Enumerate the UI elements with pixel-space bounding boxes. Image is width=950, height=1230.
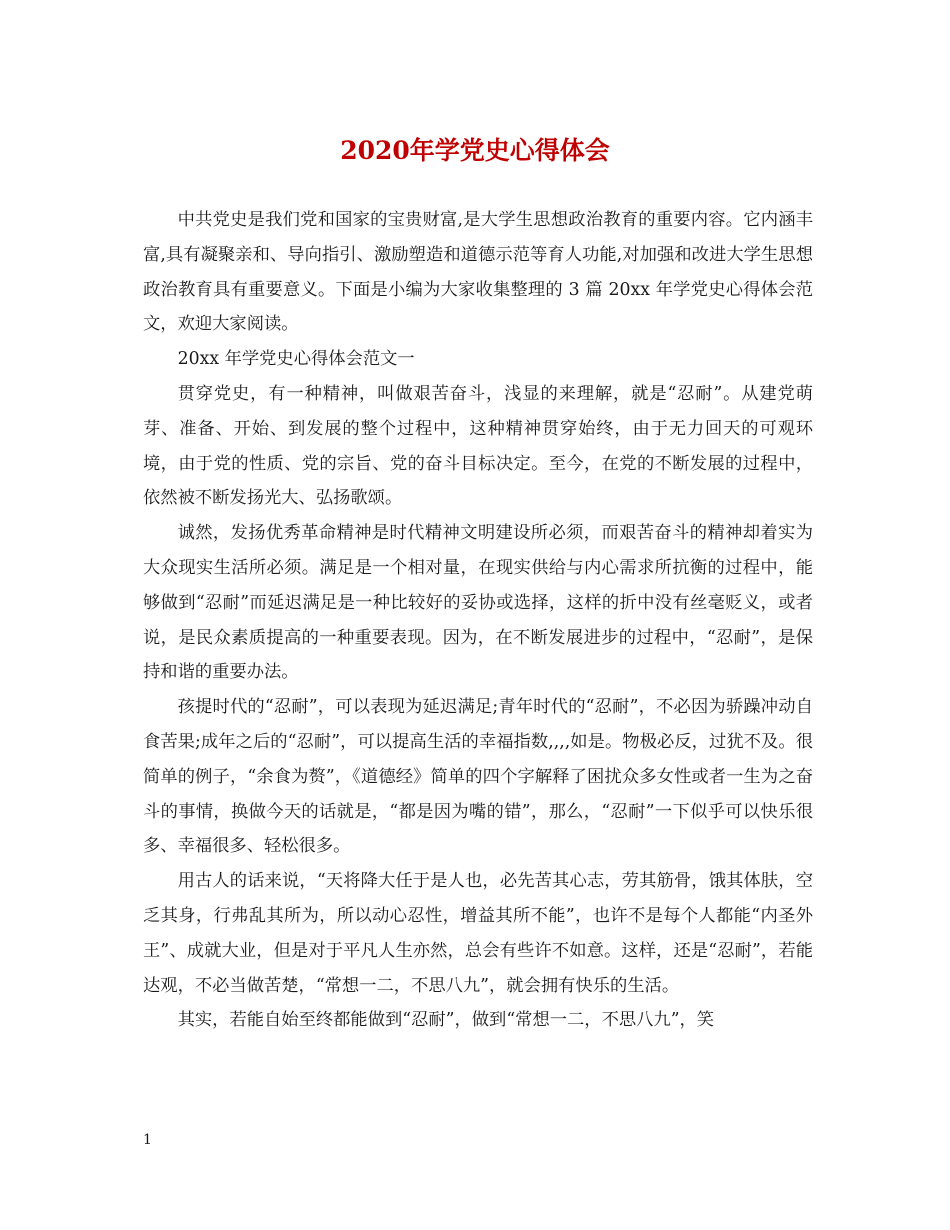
body-paragraph: 诚然，发扬优秀革命精神是时代精神文明建设所必须，而艰苦奋斗的精神却着实为大众现实生活所必须。满足是一个相对量，在现实供给与内心需求所抗衡的过程中，能够做到“忍耐”而延迟满足是一种比较好的妥协或选择，这样的折中没有丝毫贬义，或者说，是民众素质提高的一种重要表现。因为，在不断发展进步的过程中，“忍耐”，是保持和谐的重要办法。 bbox=[143, 523, 813, 683]
document-body bbox=[143, 203, 813, 1038]
page-number: 1 bbox=[143, 1132, 152, 1148]
intro-paragraph: 中共党史是我们党和国家的宝贵财富,是大学生思想政治教育的重要内容。它内涵丰富,具有凝聚亲和、导向指引、激励塑造和道德示范等育人功能,对加强和改进大学生思想政治教育具有重要意义。下面是小编为大家收集整理的 3 篇 20xx 年学党史心得体会范文，欢迎大家阅读。 bbox=[143, 210, 813, 335]
section-heading: 20xx 年学党史心得体会范文一 bbox=[177, 349, 415, 370]
document-title: 2020年学党史心得体会 bbox=[340, 136, 610, 165]
body-paragraph: 其实，若能自始至终都能做到“忍耐”，做到“常想一二，不思八九”，笑 bbox=[177, 1010, 715, 1031]
body-paragraph: 贯穿党史，有一种精神，叫做艰苦奋斗，浅显的来理解，就是“忍耐”。从建党萌芽、准备、开始、到发展的整个过程中，这种精神贯穿始终，由于无力回天的可观环境，由于党的性质、党的宗旨、党的奋斗目标决定。至今，在党的不断发展的过程中，依然被不断发扬光大、弘扬歌颂。 bbox=[143, 383, 813, 509]
body-paragraph: 用古人的话来说，“天将降大任于是人也，必先苦其心志，劳其筋骨，饿其体肤，空乏其身，行弗乱其所为，所以动心忍性，增益其所不能”，也许不是每个人都能“内圣外王”、成就大业，但是对于平凡人生亦然，总会有些许不如意。这样，还是“忍耐”，若能达观，不必当做苦楚，“常想一二，不思八九”，就会拥有快乐的生活。 bbox=[143, 871, 813, 996]
body-paragraph: 孩提时代的“忍耐”，可以表现为延迟满足;青年时代的“忍耐”，不必因为骄躁冲动自食苦果;成年之后的“忍耐”，可以提高生活的幸福指数,,,,如是。物极必反，过犹不及。很简单的例子，“余食为赘”，《道德经》简单的四个字解释了困扰众多女性或者一生为之奋斗的事情，换做今天的话就是，“都是因为嘴的错”，那么，“忍耐”一下似乎可以快乐很多、幸福很多、轻松很多。 bbox=[143, 697, 813, 857]
